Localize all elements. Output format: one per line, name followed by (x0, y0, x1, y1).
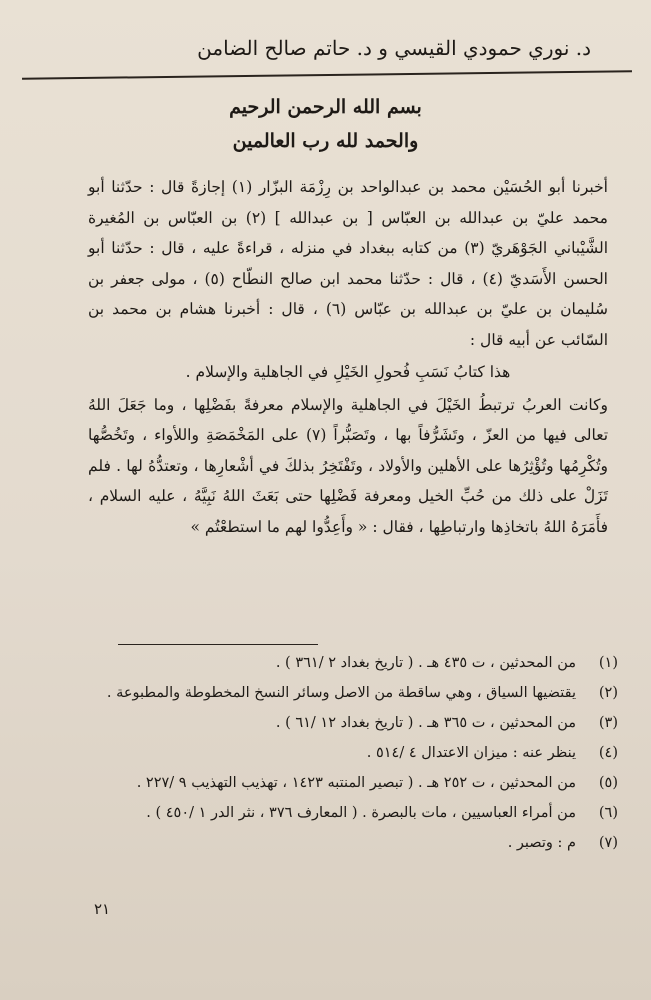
footnote-number: (١) (598, 655, 618, 671)
footnote-text: يقتضيها السياق ، وهي ساقطة من الاصل وسائر النسخ المخطوطة والمطبوعة . (106, 685, 576, 701)
intro-paragraph: وكانت العربُ ترتبطُ الخَيْلَ في الجاهلية والإسلام معرفةً بفَضْلِها ، وما جَعَلَ اللهُ تعالى فيها من العزّ ، وتَشَرُّفاً بها ، وتَصَبُّراً (٧) على المَخْمَصَةِ واللأواء ، وتَخُصُّها وتُكْرِمُها وتُؤْثِرُها على الأهلين والأولاد ، وتَفْتَخِرُ بذلكَ في أشْعارِها ، وتعتدُّهُ لها . فلم تَزَلْ على ذلك من حُبِّ الخيل ومعرفة فَضْلِها حتى بَعَثَ اللهُ نَبِيَّهُ ، عليه السلام ، فأَمَرَهُ اللهُ باتخاذِها وارتباطِها ، فقال : « وأَعِدُّوا لهم ما استطعْتُم » (88, 395, 609, 536)
footnote-text: من أمراء العباسيين ، مات بالبصرة . ( المعارف ٣٧٦ ، نثر الدر ١ /٤٥٠ ) . (146, 805, 576, 821)
footnote-item (58, 802, 618, 824)
main-text (88, 172, 608, 542)
footnotes (58, 652, 618, 862)
footnote-item (58, 712, 618, 734)
basmala-line: بسم الله الرحمن الرحيم (229, 96, 422, 118)
hamdala-line: والحمد لله رب العالمين (232, 130, 419, 152)
footnote-number: (٢) (598, 685, 618, 701)
footnote-item (58, 682, 618, 704)
footnote-number: (٤) (598, 745, 618, 761)
footnote-text: ينظر عنه : ميزان الاعتدال ٤ /٥١٤ . (366, 745, 576, 761)
footnote-number: (٥) (598, 775, 618, 791)
page-number: ٢١ (94, 900, 111, 918)
footnote-text: من المحدثين ، ت ٣٦٥ هـ . ( تاريخ بغداد ١٢ /٦١ ) . (275, 715, 576, 731)
footnote-text: من المحدثين ، ت ٤٣٥ هـ . ( تاريخ بغداد ٢ /٣٦١ ) . (275, 655, 576, 671)
footnote-text: م : وتصبر . (507, 835, 576, 851)
footnote-number: (٣) (598, 715, 618, 731)
footnote-item (58, 652, 618, 674)
header-rule (22, 70, 632, 79)
footnote-number: (٦) (598, 805, 618, 821)
isnad-paragraph: أخبرنا أبو الحُسَيْن محمد بن عبدالواحد بن رِزْمَة البزّار (١) إجازةً قال : حدّثنا أبو محمد عليّ بن عبدالله بن العبّاس [ بن عبدالله ] (٢) بن العبّاس بن المُغيرة الشَّيْباني الجَوْهَريّ (٣) من كتابه ببغداد في منزله ، قراءةً عليه ، قال : حدّثنا أبو الحسن الأَسَديّ (٤) ، قال : حدّثنا محمد ابن صالح النطّاح (٥) ، مولى جعفر بن سُليمان بن عليّ بن عبدالله بن عبّاس (٦) ، قال : أخبرنا هشام بن محمد بن السّائب عن أبيه قال : (88, 178, 608, 349)
footnote-rule (118, 644, 318, 645)
footnote-item (58, 772, 618, 794)
footnote-text: من المحدثين ، ت ٢٥٢ هـ . ( تبصير المنتبه ١٤٢٣ ، تهذيب التهذيب ٩ /٢٢٧ . (136, 775, 576, 791)
footnote-number: (٧) (598, 835, 618, 851)
running-header: د. نوري حمودي القيسي و د. حاتم صالح الضامن (197, 36, 591, 60)
footnote-item (58, 832, 618, 854)
book-title-line: هذا كتابُ نَسَبِ فُحولِ الخَيْلِ في الجاهلية والإسلام . (185, 363, 511, 381)
footnote-item (58, 742, 618, 764)
